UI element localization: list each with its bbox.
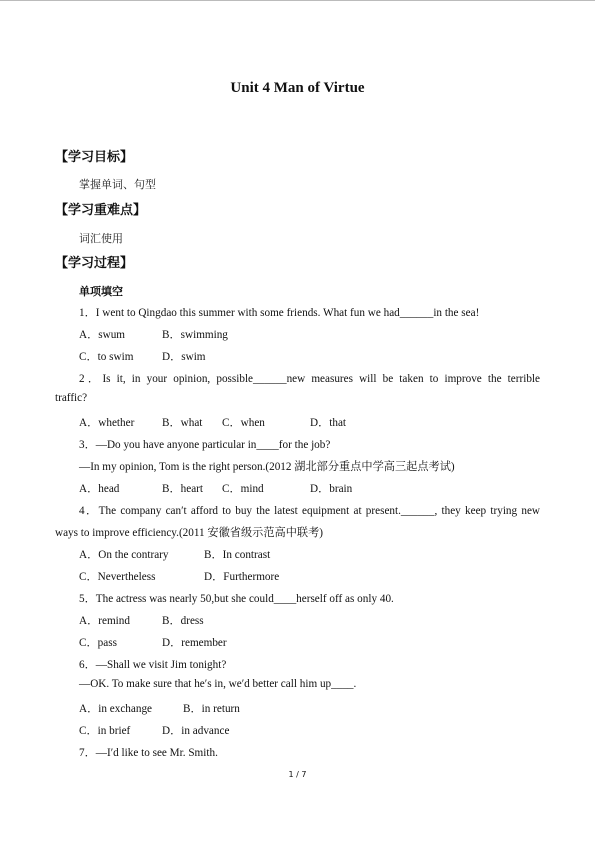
question-1-text: 1．I went to Qingdao this summer with some friends. What fun we had______in the sea! <box>79 307 480 319</box>
question-6-option-b: B．in return <box>183 703 240 715</box>
question-2-option-a: A．whether <box>79 417 135 429</box>
question-5-text: 5．The actress was nearly 50,but she could____herself off as only 40. <box>79 593 394 605</box>
section-heading-process: 【学习过程】 <box>55 256 134 271</box>
question-1-option-a: A．swum <box>79 329 125 341</box>
page-top-border <box>0 0 595 1</box>
question-1-option-d: D．swim <box>162 351 206 363</box>
question-4-text-cont: ways to improve efficiency.(2011 安徽省级示范高中联考) <box>55 527 324 539</box>
question-5-option-a: A．remind <box>79 615 130 627</box>
section-heading-keypoints: 【学习重难点】 <box>55 203 147 218</box>
question-3-text: 3．—Do you have anyone particular in____for the job? <box>79 439 331 451</box>
question-7-text: 7．—I′d like to see Mr. Smith. <box>79 747 218 759</box>
question-1-option-b: B．swimming <box>162 329 228 341</box>
question-2-option-b: B．what <box>162 417 203 429</box>
question-3-option-b: B．heart <box>162 483 204 495</box>
question-6-option-a: A．in exchange <box>79 703 153 715</box>
question-6-text: 6．—Shall we visit Jim tonight? <box>79 659 227 671</box>
document-title: Unit 4 Man of Virtue <box>230 80 365 96</box>
question-3-option-c: C．mind <box>222 483 264 495</box>
question-6-option-c: C．in brief <box>79 725 131 737</box>
question-4-option-b: B．In contrast <box>204 549 271 561</box>
question-5-option-b: B．dress <box>162 615 204 627</box>
question-5-option-d: D．remember <box>162 637 227 649</box>
question-2-option-c: C．when <box>222 417 265 429</box>
question-6-option-d: D．in advance <box>162 725 230 737</box>
exercise-type-heading: 单项填空 <box>79 285 123 298</box>
section-heading-objectives: 【学习目标】 <box>55 150 134 165</box>
question-2-text: 2．Is it, in your opinion, possible______new measures will be taken to improve the terrible <box>79 373 540 385</box>
question-5-option-c: C．pass <box>79 637 117 649</box>
question-3-text-cont: —In my opinion, Tom is the right person.(2012 湖北部分重点中学高三起点考试) <box>79 461 455 473</box>
objectives-text: 掌握单词、句型 <box>79 178 156 191</box>
question-4-option-a: A．On the contrary <box>79 549 169 561</box>
question-1-option-c: C．to swim <box>79 351 134 363</box>
question-3-option-d: D．brain <box>310 483 353 495</box>
page-number: 1 / 7 <box>288 770 307 779</box>
question-4-text: 4．The company can′t afford to buy the latest equipment at present.______, they keep trying new <box>79 505 540 517</box>
question-6-text-cont: —OK. To make sure that he′s in, we′d better call him up____. <box>79 678 357 690</box>
question-2-option-d: D．that <box>310 417 347 429</box>
question-2-text-cont: traffic? <box>55 392 88 404</box>
keypoints-text: 词汇使用 <box>79 232 123 245</box>
question-3-option-a: A．head <box>79 483 120 495</box>
question-4-option-d: D．Furthermore <box>204 571 280 583</box>
question-4-option-c: C．Nevertheless <box>79 571 156 583</box>
